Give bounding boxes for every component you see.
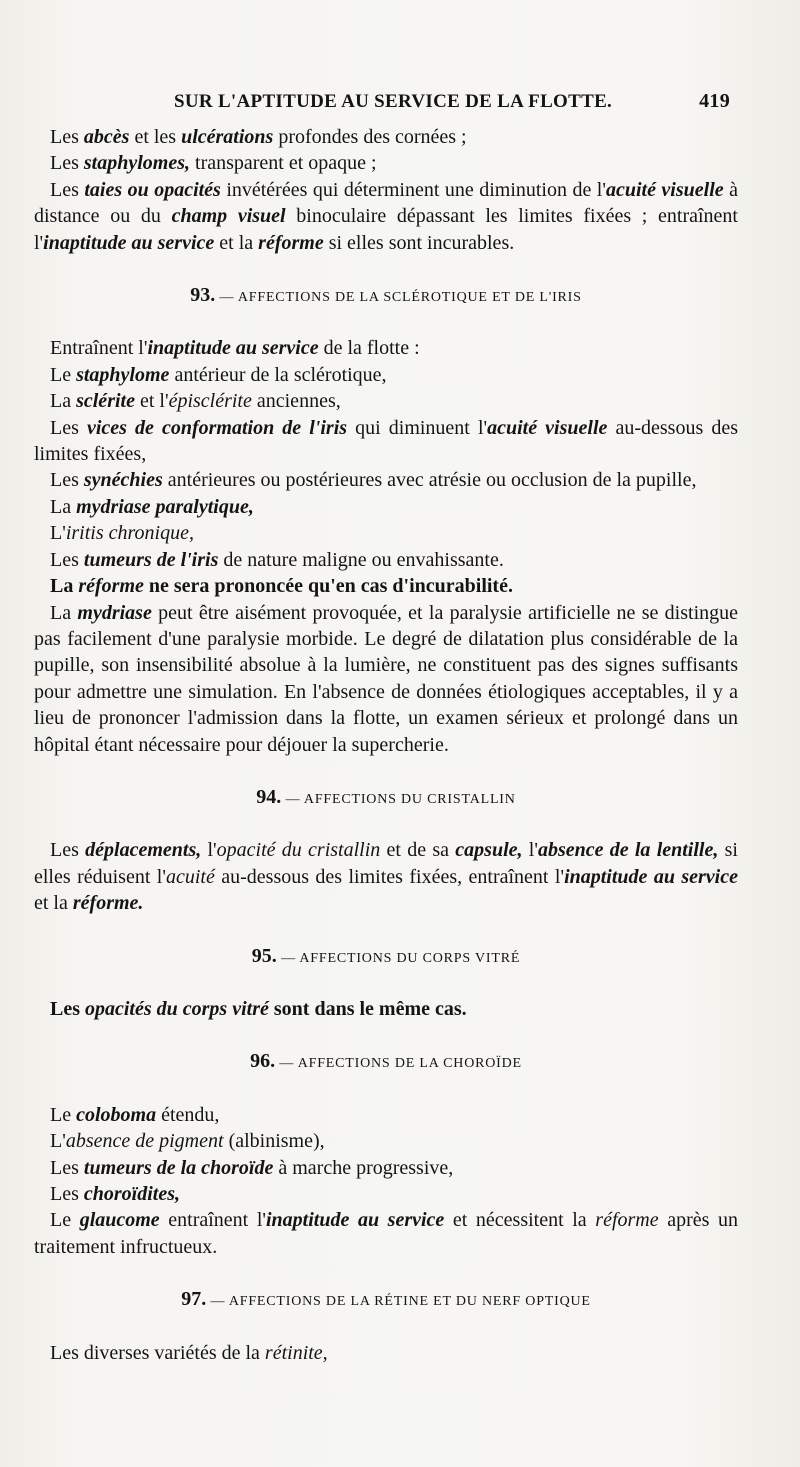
emphasis-term: réforme (78, 575, 144, 598)
paragraph: Les tumeurs de la choroïde à marche progressive, (50, 1156, 454, 1179)
paragraph: L'iritis chronique, (50, 522, 194, 545)
paragraph: Les diverses variétés de la rétinite, (50, 1341, 328, 1364)
paragraph: Les abcès et les ulcérations profondes des cornées ; (50, 126, 467, 148)
section-title: — AFFECTIONS DE LA SCLÉROTIQUE ET DE L'IRIS (215, 290, 582, 306)
paragraph: Entraînent l'inaptitude au service de la flotte : (50, 337, 420, 360)
emphasis-term: vices de conformation de l'iris (86, 416, 348, 439)
paragraph: Les vices de conformation de l'iris qui diminuent l'acuité visuelle au-dessous des limites fixées, (34, 416, 738, 466)
paragraph: Les déplacements, l'opacité du cristallin et de sa capsule, l'absence de la lentille, si elles réduisent l'acuité au-dessous des limites fixées, entraînent l'inaptitude au service et la réforme. (34, 839, 738, 915)
emphasis-term: champ visuel (171, 205, 286, 228)
emphasis-term: rétinite, (264, 1341, 328, 1364)
emphasis-term: réforme (258, 231, 324, 254)
emphasis-term: épisclérite (168, 390, 252, 413)
emphasis-term: acuité visuelle (487, 416, 608, 439)
intro-block (34, 124, 738, 256)
emphasis-term: synéchies (83, 469, 163, 492)
emphasis-term: choroïdites, (83, 1183, 181, 1205)
page-number: 419 (699, 90, 730, 112)
paragraph: Le staphylome antérieur de la sclérotique, (50, 363, 387, 386)
section-heading (34, 282, 738, 311)
emphasis-term: mydriase paralytique, (76, 495, 254, 518)
emphasis-term: opacité du cristallin (216, 839, 381, 862)
sections-container (34, 282, 738, 1366)
section-title: — AFFECTIONS DE LA CHOROÏDE (275, 1056, 522, 1072)
section-number: 93. (190, 284, 216, 307)
paragraph: Les choroïdites, (50, 1183, 181, 1205)
emphasis-term: déplacements, (85, 839, 202, 862)
emphasis-term: réforme (595, 1209, 659, 1232)
section-heading (34, 1286, 738, 1315)
paragraph (34, 573, 738, 599)
section-number: 96. (250, 1050, 276, 1073)
emphasis-term: La (50, 575, 79, 598)
section-heading (34, 784, 738, 813)
paragraph: Les synéchies antérieures ou postérieures avec atrésie ou occlusion de la pupille, (50, 469, 697, 492)
emphasis-term: inaptitude au service (43, 231, 215, 254)
paragraph: La mydriase paralytique, (50, 495, 254, 518)
section-heading (34, 943, 738, 972)
paragraph: Le coloboma étendu, (50, 1103, 220, 1126)
running-title: SUR L'APTITUDE AU SERVICE DE LA FLOTTE. (174, 91, 613, 112)
paragraph: Les taies ou opacités invétérées qui déterminent une diminution de l'acuité visuelle à distance ou du champ visuel binoculaire dépassant les limites fixées ; entraînent l'inaptitude au service et la réforme si elles sont incurables. (34, 178, 738, 254)
emphasis-term: inaptitude au service (564, 865, 738, 888)
emphasis-term: ne sera prononcée qu'en cas d'incurabilité. (143, 575, 513, 598)
emphasis-term: staphylome (76, 363, 170, 386)
section-title: — AFFECTIONS DU CORPS VITRÉ (276, 950, 521, 966)
emphasis-term: abcès (83, 126, 130, 148)
section-title: — AFFECTIONS DE LA RÉTINE ET DU NERF OPTIQUE (206, 1294, 591, 1310)
emphasis-term: absence de la lentille, (537, 839, 719, 862)
paragraph (34, 996, 738, 1022)
emphasis-term: sont dans le même cas. (268, 997, 467, 1020)
emphasis-term: iritis chronique, (65, 522, 194, 545)
emphasis-term: acuité (165, 865, 215, 888)
emphasis-term: sclérite (76, 390, 135, 413)
section-number: 94. (256, 785, 282, 808)
paragraph: Les tumeurs de l'iris de nature maligne ou envahissante. (50, 548, 504, 571)
emphasis-term: inaptitude au service (147, 337, 319, 360)
emphasis-term: capsule, (455, 839, 523, 862)
emphasis-term: coloboma (76, 1103, 157, 1126)
page-content (34, 88, 738, 1366)
section-number: 97. (181, 1288, 207, 1311)
emphasis-term: mydriase (77, 601, 152, 624)
running-header (34, 88, 738, 114)
paragraph: Les staphylomes, transparent et opaque ; (50, 152, 377, 175)
emphasis-term: Les (50, 997, 85, 1020)
paragraph: La sclérite et l'épisclérite anciennes, (50, 390, 341, 413)
emphasis-term: tumeurs de la choroïde (83, 1156, 274, 1179)
emphasis-term: réforme. (72, 892, 144, 915)
paragraph: Le glaucome entraînent l'inaptitude au service et nécessitent la réforme après un traitement infructueux. (34, 1209, 738, 1258)
section-number: 95. (251, 944, 277, 967)
emphasis-term: taies ou opacités (84, 178, 221, 201)
emphasis-term: inaptitude au service (266, 1209, 445, 1232)
section-title: — AFFECTIONS DU CRISTALLIN (281, 791, 516, 807)
section-heading (34, 1048, 738, 1077)
emphasis-term: acuité visuelle (605, 178, 724, 201)
emphasis-term: opacités du corps vitré (85, 997, 269, 1020)
paragraph: L'absence de pigment (albinisme), (50, 1130, 325, 1153)
emphasis-term: absence de pigment (65, 1130, 224, 1153)
paragraph: La mydriase peut être aisément provoquée, et la paralysie artificielle ne se distingue pas facilement d'une paralysie morbide. Le degré de dilatation plus considérable de la pupille, son insensibilité absolue à la lumière, ne constituent pas des signes suffisants pour admettre une simulation. En l'absence de données étiologiques acceptables, il y a lieu de prononcer l'admission dans la flotte, un examen sérieux et prolongé dans un hôpital étant nécessaire pour déjouer la supercherie. (34, 601, 738, 756)
emphasis-term: ulcérations (181, 126, 274, 148)
emphasis-term: tumeurs de l'iris (83, 548, 219, 571)
emphasis-term: staphylomes, (83, 152, 191, 175)
emphasis-term: glaucome (79, 1209, 160, 1232)
